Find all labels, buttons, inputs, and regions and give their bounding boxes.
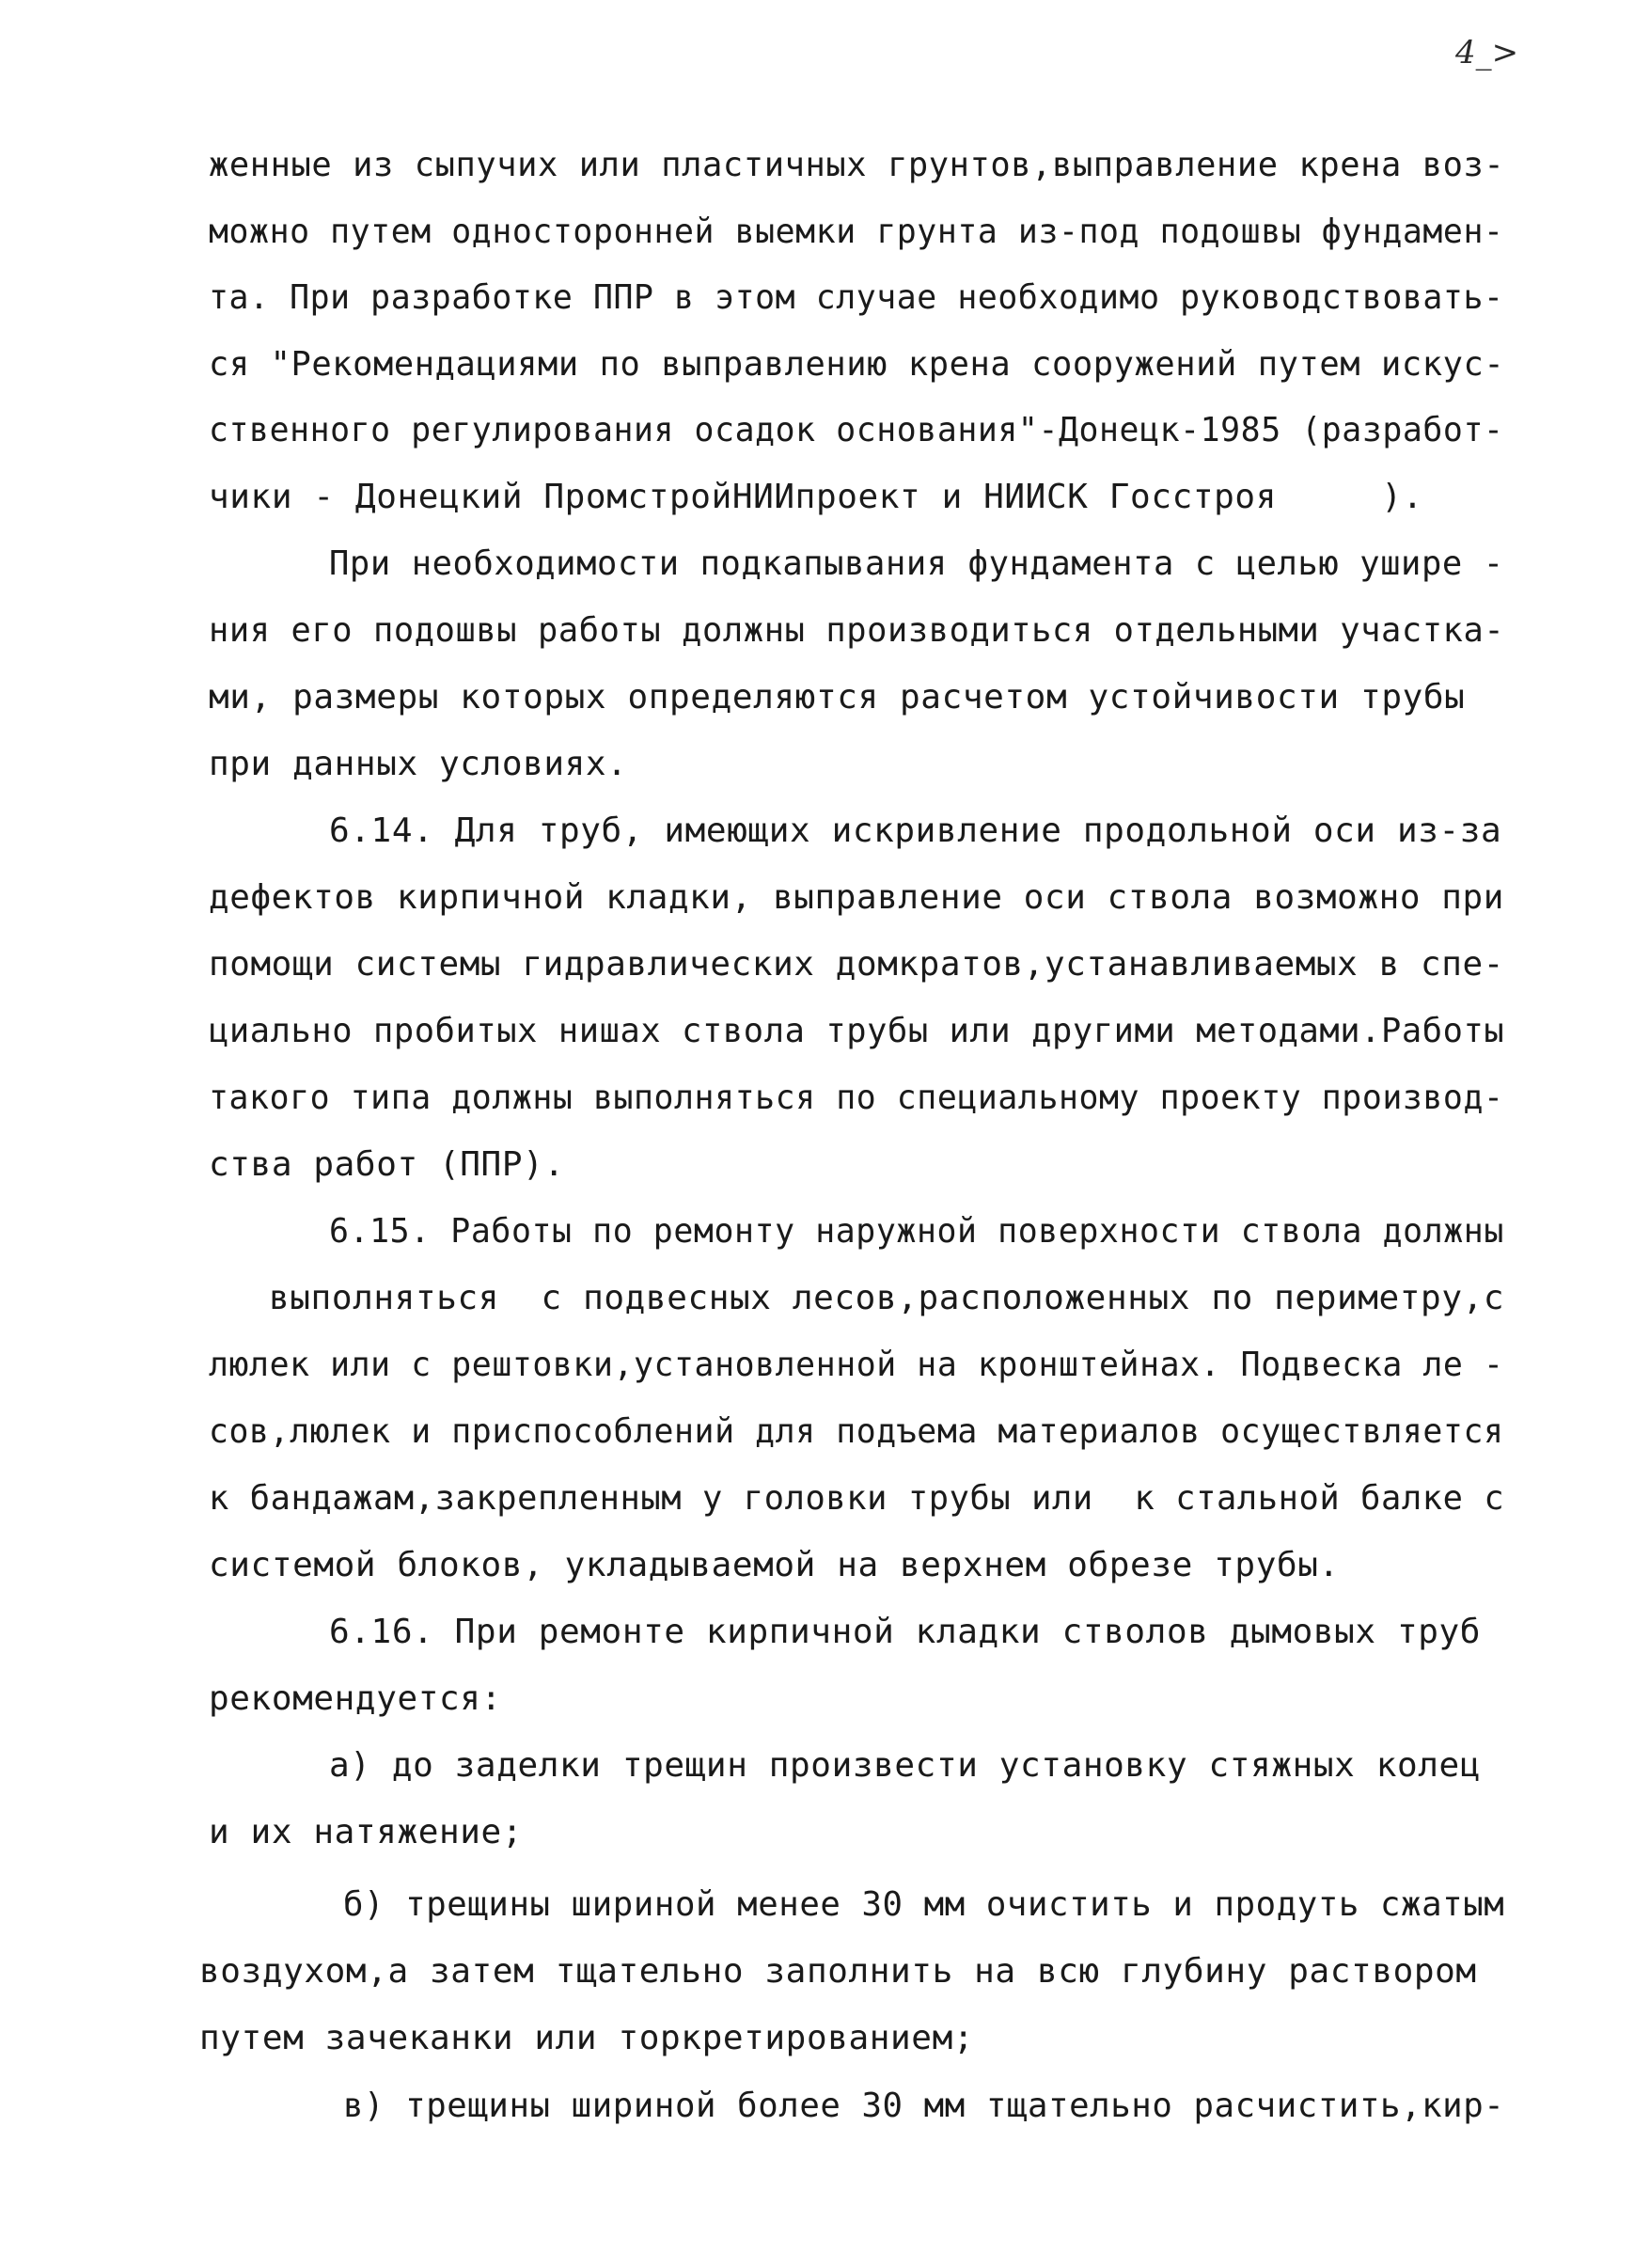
text-line: помощи системы гидравлических домкратов,устанавливаемых в спе- [209, 945, 1504, 984]
text-line: б) трещины шириной менее 30 мм очистить и продуть сжатым [343, 1885, 1505, 1924]
text-line: женные из сыпучих или пластичных грунтов,выправление крена воз- [209, 146, 1505, 184]
text-line: При необходимости подкапывания фундамента с целью уширe - [329, 544, 1504, 583]
text-line: 6.16. При ремонте кирпичной кладки стволов дымовых труб [329, 1613, 1482, 1651]
text-line: выполняться с подвесных лесов,расположенных по периметру,с [269, 1279, 1505, 1317]
text-line: циально пробитых нишах ствола трубы или другими методами.Работы [209, 1012, 1505, 1050]
text-line: при данных условиях. [209, 745, 628, 783]
text-line: ми, размеры которых определяются расчетом устойчивости трубы [209, 678, 1466, 717]
text-line: воздухом,а затем тщательно заполнить на всю глубину раствором [199, 1952, 1477, 1991]
text-line: дефектов кирпичной кладки, выправление оси ствола возможно при [209, 878, 1504, 917]
text-line: и их натяжение; [209, 1813, 524, 1851]
text-line: люлек или с рештовки,установленной на кронштейнах. Подвеска ле - [209, 1346, 1504, 1384]
text-line: рекомендуется: [209, 1679, 502, 1718]
page-number: 4_> [1455, 34, 1519, 71]
text-line: путем зачеканки или торкретированием; [199, 2019, 975, 2057]
text-line: а) до заделки трещин произвести установку стяжных колец [329, 1746, 1482, 1785]
text-line: 6.15. Работы по ремонту наружной поверхности ствола должны [329, 1212, 1504, 1251]
text-line: ственного регулирования осадок основания"-Донецк-1985 (разработ- [209, 411, 1504, 449]
text-line: ния его подошвы работы должны производиться отдельными участка- [209, 611, 1505, 650]
text-line: можно путем односторонней выемки грунта из-под подошвы фундамен- [209, 213, 1504, 251]
text-line: системой блоков, укладываемой на верхнем обрезе трубы. [209, 1546, 1340, 1584]
text-line: ся "Рекомендациями по выправлению крена сооружений путем искус- [209, 345, 1505, 384]
text-line: та. При разработке ППР в этом случае необходимо руководствовать- [209, 278, 1504, 317]
text-line: в) трещины шириной более 30 мм тщательно расчистить,кир- [343, 2087, 1505, 2125]
text-line: ства работ (ППР). [209, 1145, 565, 1184]
text-line: к бандажам,закрепленным у головки трубы или к стальной балке с [209, 1479, 1505, 1518]
text-line: чики - Донецкий ПромстройНИИпроект и НИИСК Госстроя ). [209, 478, 1423, 516]
text-line: 6.14. Для труб, имеющих искривление продольной оси из-за [329, 811, 1502, 850]
text-line: сов,люлек и приспособлений для подъема материалов осуществляется [209, 1412, 1504, 1451]
text-line: такого типа должны выполняться по специальному проекту производ- [209, 1079, 1504, 1117]
